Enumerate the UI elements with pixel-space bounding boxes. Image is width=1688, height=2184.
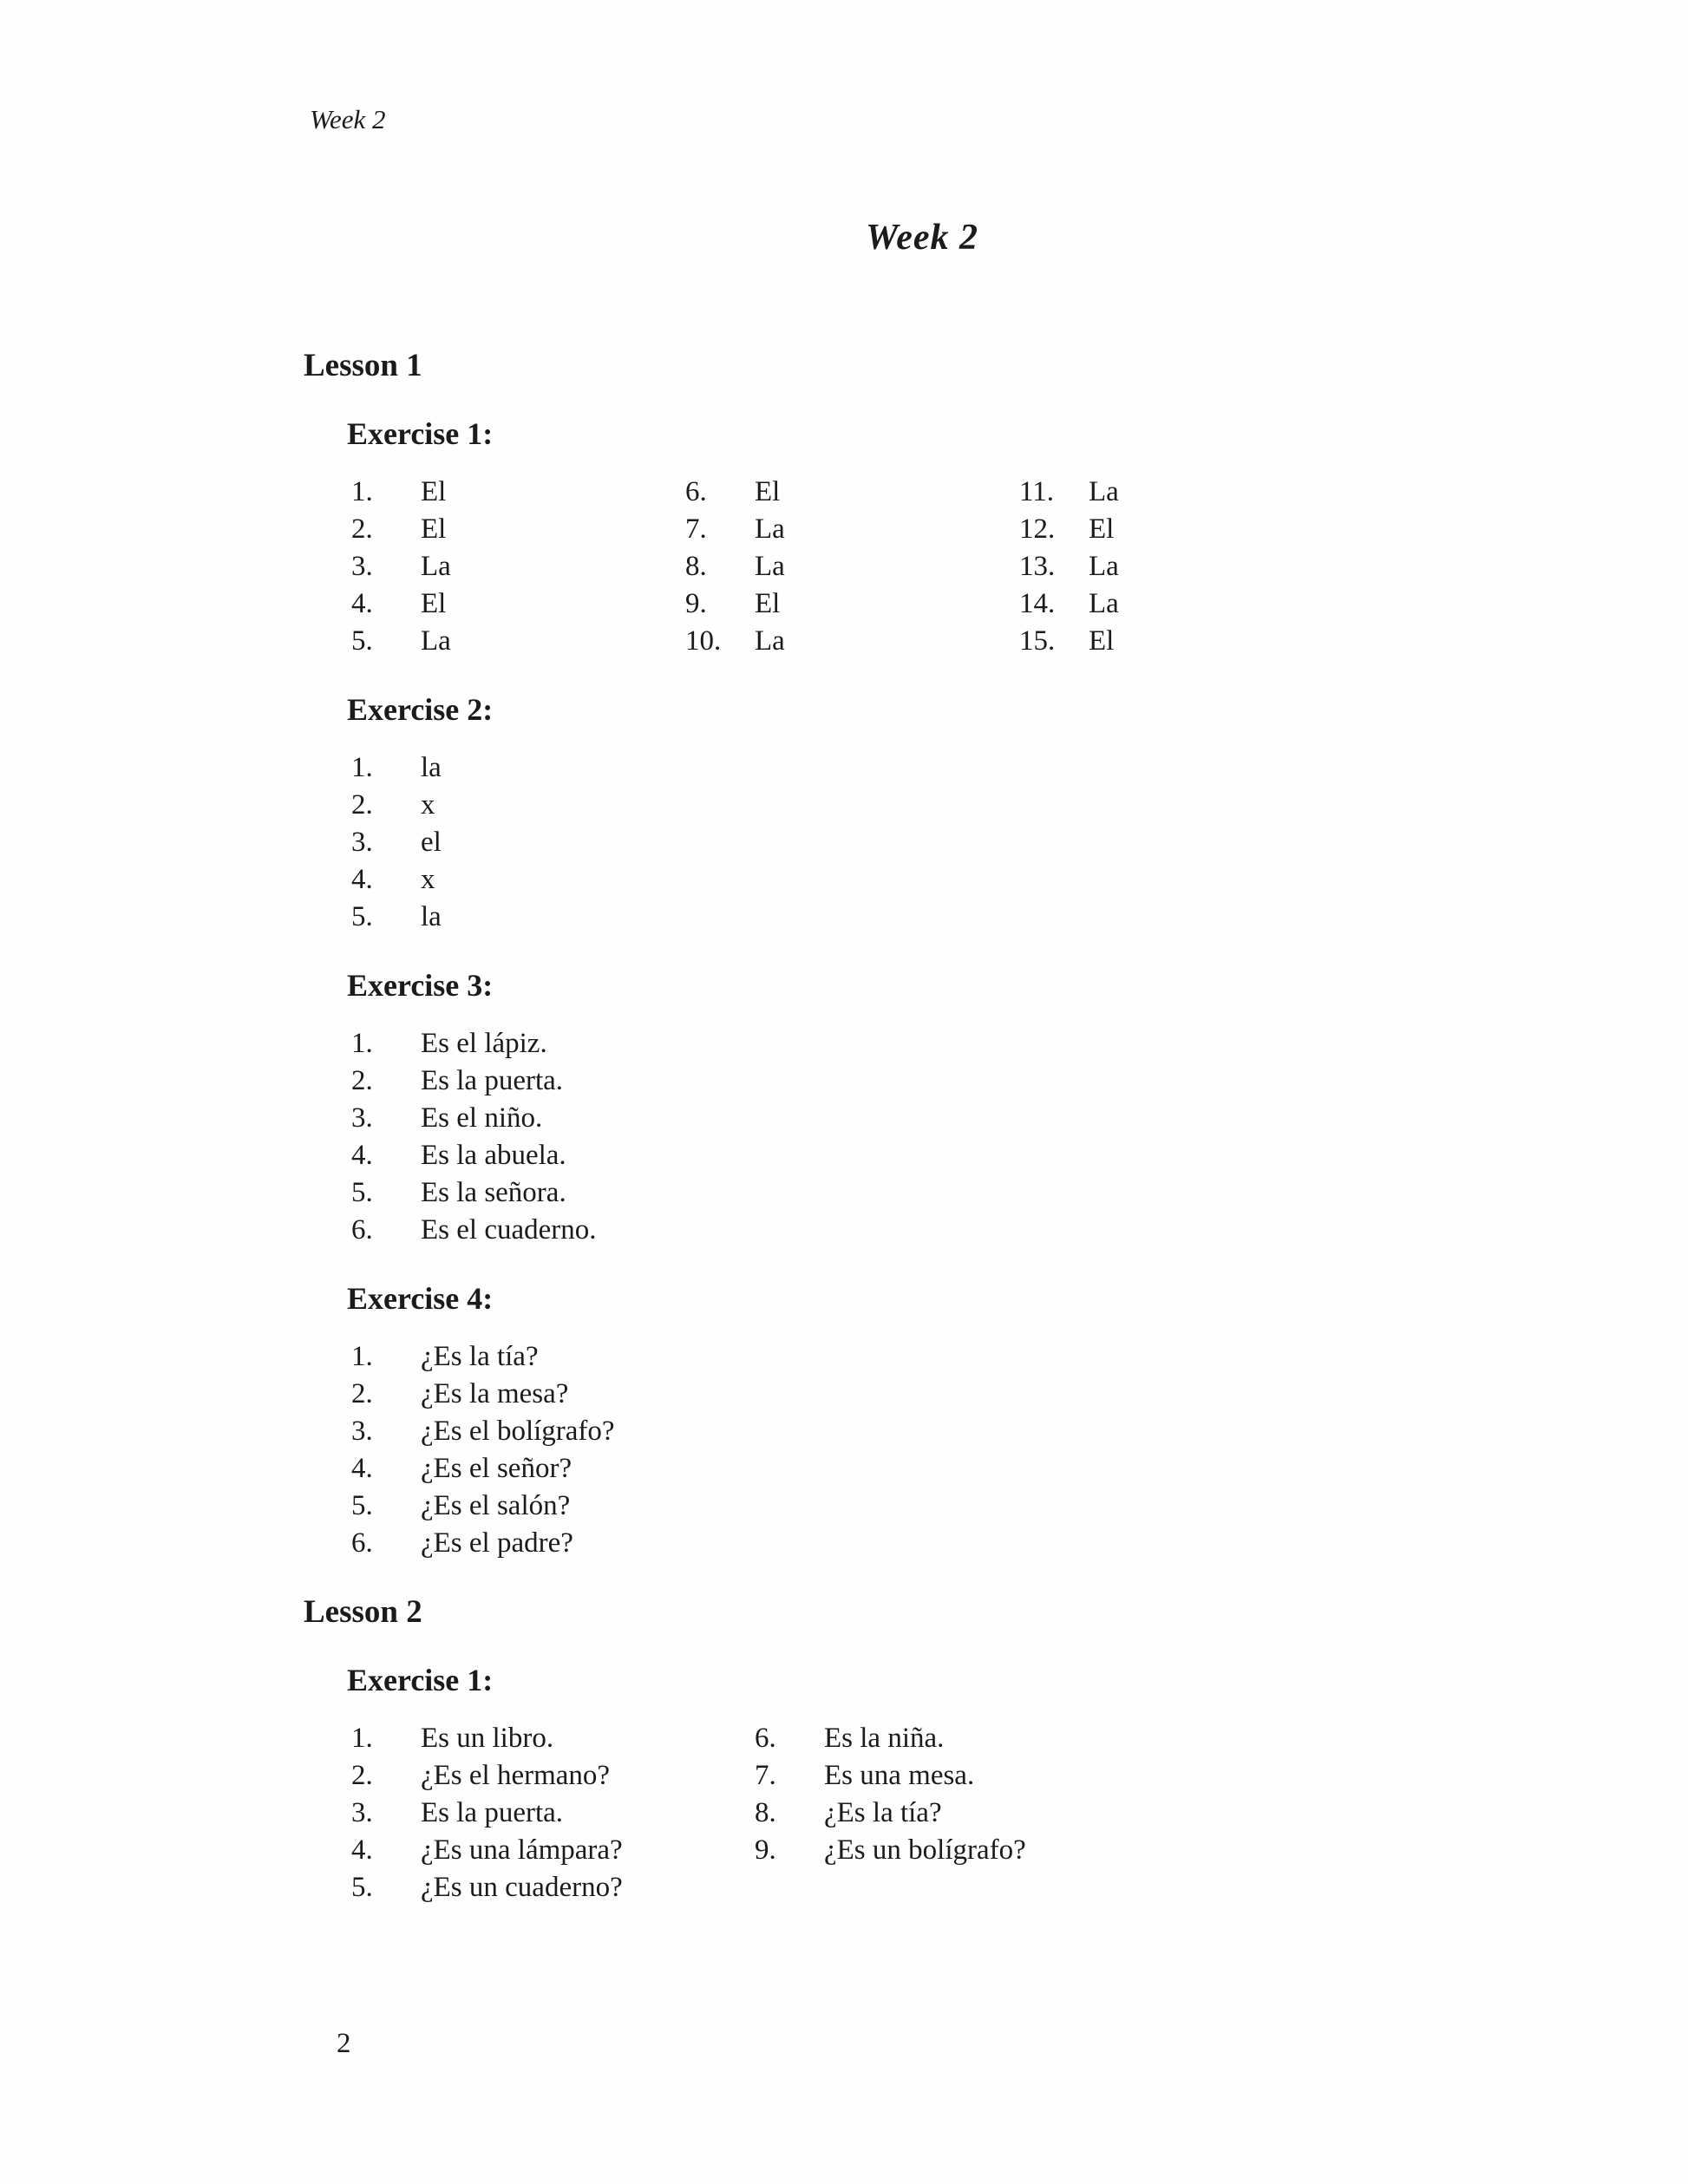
- item-number: 4.: [351, 588, 373, 619]
- answer-item: [351, 787, 442, 824]
- lesson-title: Lesson 2: [304, 1594, 422, 1630]
- answer-columns: [351, 1720, 1584, 1906]
- item-text: Es un libro.: [421, 1723, 554, 1754]
- item-text: ¿Es una lámpara?: [421, 1834, 623, 1866]
- item-text: ¿Es el hermano?: [421, 1760, 611, 1791]
- answer-column: [351, 1338, 615, 1562]
- item-text: El: [1089, 625, 1115, 657]
- answer-item: [351, 1376, 615, 1413]
- item-text: El: [755, 588, 781, 619]
- item-text: ¿Es la mesa?: [421, 1378, 569, 1409]
- item-text: Es el lápiz.: [421, 1028, 547, 1059]
- item-number: 9.: [755, 1834, 776, 1866]
- item-number: 4.: [351, 1453, 373, 1484]
- item-number: 7.: [685, 513, 707, 545]
- answer-item: [351, 548, 685, 585]
- answer-column: [1019, 474, 1119, 660]
- item-number: 2.: [351, 513, 373, 545]
- item-number: 2.: [351, 1760, 373, 1791]
- answer-item: [351, 861, 442, 899]
- item-number: 5.: [351, 1872, 373, 1903]
- exercise-title: Exercise 1:: [347, 1663, 494, 1697]
- item-text: La: [755, 551, 785, 582]
- item-text: ¿Es el señor?: [421, 1453, 572, 1484]
- item-text: la: [421, 901, 442, 932]
- answer-item: [755, 1795, 1026, 1832]
- item-text: El: [1089, 513, 1115, 545]
- item-text: x: [421, 789, 435, 821]
- item-number: 2.: [351, 789, 373, 821]
- item-number: 4.: [351, 1140, 373, 1171]
- item-number: 9.: [685, 588, 707, 619]
- answer-item: [351, 511, 685, 548]
- item-text: ¿Es el salón?: [421, 1490, 571, 1521]
- item-number: 11.: [1019, 476, 1055, 507]
- item-text: Es la puerta.: [421, 1797, 564, 1828]
- item-text: ¿Es la tía?: [824, 1797, 942, 1828]
- exercise-title: Exercise 4:: [347, 1281, 494, 1316]
- answer-item: [351, 1450, 615, 1488]
- item-text: Es el cuaderno.: [421, 1214, 597, 1246]
- item-number: 6.: [685, 476, 707, 507]
- answer-columns: [351, 749, 1584, 936]
- item-number: 1.: [351, 752, 373, 783]
- answer-item: [351, 1757, 755, 1795]
- answer-item: [685, 511, 1019, 548]
- item-text: El: [421, 476, 447, 507]
- answer-item: [755, 1720, 1026, 1757]
- item-text: La: [421, 551, 451, 582]
- item-text: ¿Es el padre?: [421, 1527, 573, 1559]
- item-text: ¿Es el bolígrafo?: [421, 1416, 615, 1447]
- answer-item: [351, 474, 685, 511]
- answer-item: [351, 1212, 597, 1249]
- running-header: Week 2: [310, 104, 386, 134]
- answer-item: [351, 1025, 597, 1063]
- answer-columns: [351, 474, 1584, 660]
- item-number: 4.: [351, 864, 373, 895]
- item-number: 14.: [1019, 588, 1056, 619]
- item-number: 6.: [351, 1214, 373, 1246]
- answer-item: [685, 623, 1019, 660]
- item-number: 3.: [351, 1797, 373, 1828]
- item-number: 6.: [351, 1527, 373, 1559]
- item-number: 1.: [351, 1341, 373, 1372]
- item-text: El: [755, 476, 781, 507]
- page-title: Week 2: [866, 218, 979, 258]
- lessons-container: [304, 347, 1584, 1906]
- answer-column: [351, 749, 442, 936]
- item-text: La: [755, 625, 785, 657]
- item-number: 5.: [351, 625, 373, 657]
- answer-item: [351, 1720, 755, 1757]
- item-text: La: [1089, 551, 1119, 582]
- item-text: Es la puerta.: [421, 1065, 564, 1096]
- item-number: 4.: [351, 1834, 373, 1866]
- item-text: El: [421, 588, 447, 619]
- answer-item: [351, 1869, 755, 1906]
- item-text: x: [421, 864, 435, 895]
- item-number: 5.: [351, 901, 373, 932]
- answer-item: [755, 1757, 1026, 1795]
- answer-item: [351, 899, 442, 936]
- answer-item: [351, 623, 685, 660]
- answer-column: [755, 1720, 1026, 1869]
- item-text: Es el niño.: [421, 1102, 543, 1134]
- item-number: 1.: [351, 1723, 373, 1754]
- answer-item: [351, 1795, 755, 1832]
- item-number: 3.: [351, 1102, 373, 1134]
- exercise-title: Exercise 3:: [347, 968, 494, 1003]
- answer-item: [351, 1488, 615, 1525]
- item-text: Es la señora.: [421, 1177, 566, 1208]
- item-number: 13.: [1019, 551, 1056, 582]
- answer-item: [1019, 511, 1119, 548]
- item-text: La: [1089, 588, 1119, 619]
- answer-item: [685, 474, 1019, 511]
- answer-item: [685, 548, 1019, 585]
- answer-item: [351, 824, 442, 861]
- answer-item: [1019, 548, 1119, 585]
- item-number: 15.: [1019, 625, 1056, 657]
- answer-column: [351, 1720, 755, 1906]
- item-text: ¿Es un cuaderno?: [421, 1872, 623, 1903]
- answer-item: [351, 1137, 597, 1174]
- item-number: 1.: [351, 476, 373, 507]
- item-number: 8.: [685, 551, 707, 582]
- item-text: la: [421, 752, 442, 783]
- item-text: La: [755, 513, 785, 545]
- answer-item: [1019, 623, 1119, 660]
- answer-column: [685, 474, 1019, 660]
- item-number: 8.: [755, 1797, 776, 1828]
- answer-item: [351, 1832, 755, 1869]
- item-number: 1.: [351, 1028, 373, 1059]
- answer-item: [685, 585, 1019, 623]
- item-text: La: [1089, 476, 1119, 507]
- item-number: 5.: [351, 1177, 373, 1208]
- answer-item: [351, 749, 442, 787]
- exercise-title: Exercise 1:: [347, 416, 494, 451]
- item-number: 3.: [351, 551, 373, 582]
- answer-column: [351, 1025, 597, 1249]
- item-text: Es la abuela.: [421, 1140, 566, 1171]
- answer-columns: [351, 1025, 1584, 1249]
- answer-item: [351, 1063, 597, 1100]
- item-text: el: [421, 827, 442, 858]
- answer-column: [351, 474, 685, 660]
- item-text: ¿Es la tía?: [421, 1341, 539, 1372]
- item-number: 2.: [351, 1065, 373, 1096]
- answer-item: [755, 1832, 1026, 1869]
- page-number: 2: [337, 2028, 351, 2059]
- item-number: 3.: [351, 827, 373, 858]
- item-number: 10.: [685, 625, 722, 657]
- item-text: El: [421, 513, 447, 545]
- item-text: Es una mesa.: [824, 1760, 975, 1791]
- answer-item: [351, 1338, 615, 1376]
- answer-item: [1019, 585, 1119, 623]
- item-number: 2.: [351, 1378, 373, 1409]
- item-number: 3.: [351, 1416, 373, 1447]
- answer-item: [1019, 474, 1119, 511]
- item-text: La: [421, 625, 451, 657]
- exercise-title: Exercise 2:: [347, 692, 494, 727]
- item-text: ¿Es un bolígrafo?: [824, 1834, 1026, 1866]
- item-number: 12.: [1019, 513, 1056, 545]
- item-number: 7.: [755, 1760, 776, 1791]
- answer-item: [351, 1525, 615, 1562]
- answer-item: [351, 585, 685, 623]
- item-number: 6.: [755, 1723, 776, 1754]
- answer-item: [351, 1413, 615, 1450]
- answer-columns: [351, 1338, 1584, 1562]
- item-text: Es la niña.: [824, 1723, 945, 1754]
- answer-item: [351, 1100, 597, 1137]
- item-number: 5.: [351, 1490, 373, 1521]
- answer-item: [351, 1174, 597, 1212]
- lesson-title: Lesson 1: [304, 348, 422, 383]
